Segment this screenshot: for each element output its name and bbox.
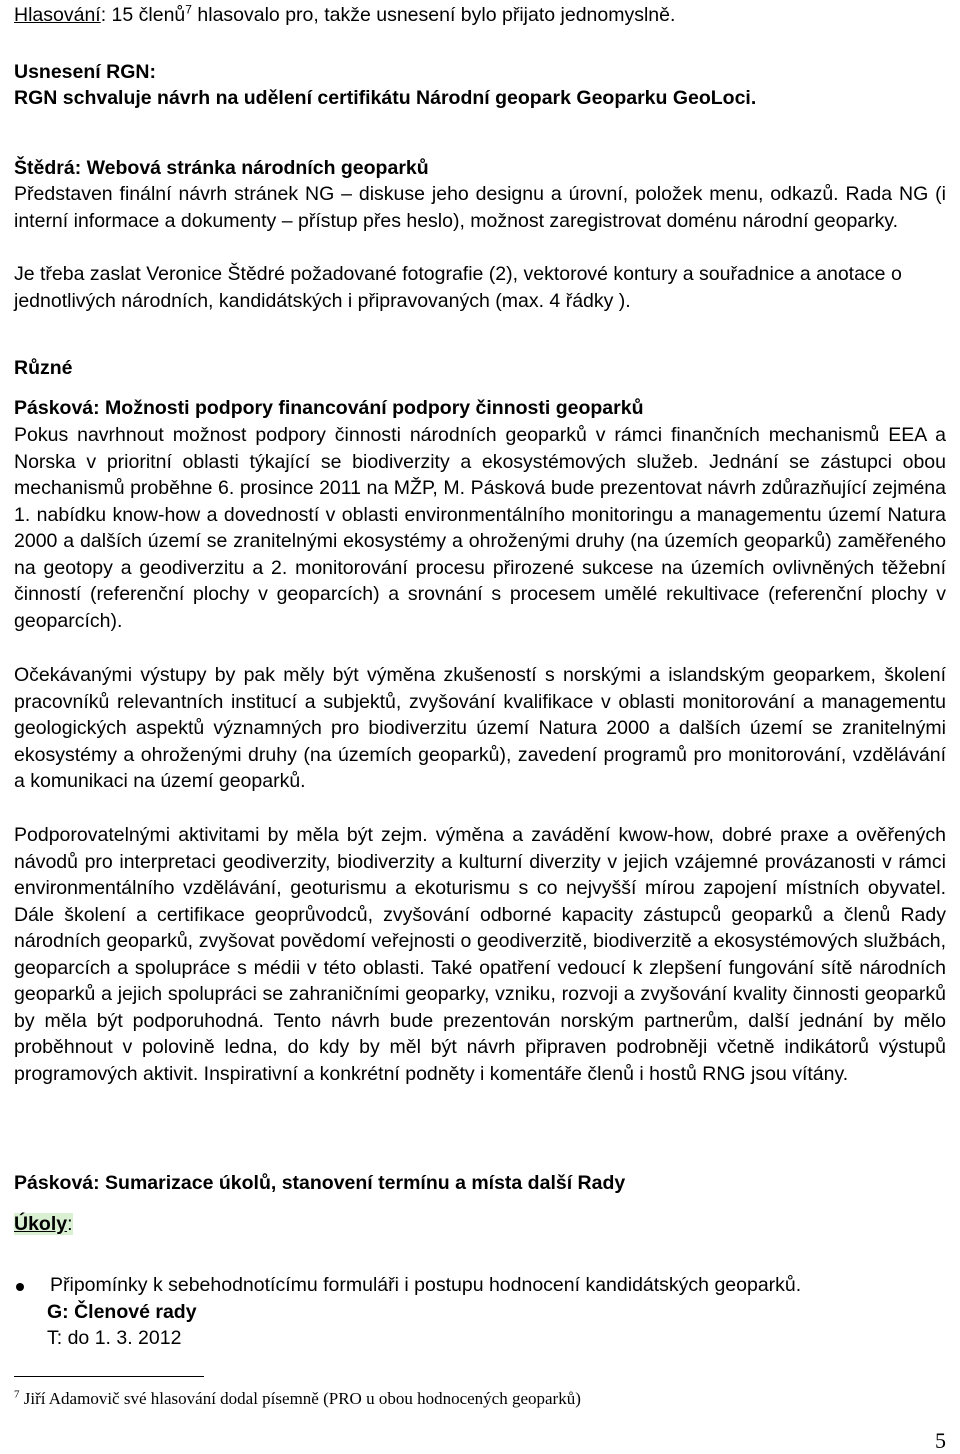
- web-paragraph-1: Představen finální návrh stránek NG – diskuse jeho designu a úrovní, položek menu, odkazů. Rada NG (i interní informace a dokumenty – přístup přes heslo), možnost zaregistrovat doménu národní geoparky.: [14, 183, 946, 232]
- vote-label: Hlasování: [14, 4, 101, 26]
- resolution-text: RGN schvaluje návrh na udělení certifikátu Národní geopark Geoparku GeoLoci.: [14, 87, 757, 109]
- resolution-label: Usnesení RGN:: [14, 61, 156, 83]
- misc-heading: Různé: [14, 357, 73, 379]
- footnote-text: Jiří Adamovič své hlasování dodal písemně (PRO u obou hodnocených geoparků): [19, 1389, 581, 1408]
- task-responsible: G: Členové rady: [47, 1300, 197, 1323]
- vote-rest: hlasovalo pro, takže usnesení bylo přijato jednomyslně.: [191, 4, 676, 26]
- tasks-label: Úkoly: [14, 1213, 68, 1235]
- misc-paragraph-2: Očekávanými výstupy by pak měly být výměna zkušeností s norskými a islandským geoparkem, školení pracovníků relevantních institucí a subjektů, zvyšování kvalifikace v oblasti monitorování a managementu geologických aspektů významných pro biodiverzitu území Natura 2000 a dalších území se zranitelnými ekosystémy a ohroženými druhy (na územích geoparků), zavedení programů pro monitorování, vzdělávání a komunikaci na území geoparků.: [14, 664, 946, 792]
- web-paragraph-2: Je třeba zaslat Veronice Štědré požadované fotografie (2), vektorové kontury a souřadnice a anotace o jednotlivých národních, kandidátských i připravovaných (max. 4 řádky ).: [14, 263, 902, 312]
- footnote: [14, 1388, 581, 1410]
- summary-heading: Pásková: Sumarizace úkolů, stanovení termínu a místa další Rady: [14, 1172, 626, 1194]
- tasks-colon: :: [67, 1213, 73, 1235]
- tasks-line: [14, 1211, 946, 1238]
- bullet-icon: [16, 1283, 24, 1291]
- footnote-separator: [14, 1376, 204, 1377]
- footnote-ref[interactable]: 7: [185, 2, 192, 17]
- page-number: 5: [935, 1428, 946, 1453]
- misc-paragraph-1: Pokus navrhnout možnost podpory činnosti národních geoparků v rámci finančních mechanismů EEA a Norska v prioritní oblasti týkající se biodiverzity a ekosystémových služeb. Jednání se zástupci obou mechanismů proběhne 6. prosince 2011 na MŽP, M. Pásková bude prezentovat návrh zdůrazňující zejména 1. nabídku know-how a dovedností v oblasti environmentálního monitoringu a managementu území Natura 2000 a dalších území se zranitelnými ekosystémy a ohroženými druhy (na územích geoparků) zaměřeného na geotopy a geodiverzitu a 2. monitorování procesu přirozené sukcese na územích ovlivněných těžební činností (referenční plochy v geoparcích) a srovnání s procesem umělé rekultivace (referenční plochy v geoparcích).: [14, 424, 946, 632]
- vote-line: [14, 2, 946, 29]
- vote-count: : 15 členů: [100, 4, 186, 26]
- misc-paragraph-3: Podporovatelnými aktivitami by měla být zejm. výměna a zavádění kwow-how, dobré praxe a ověřených návodů pro interpretaci geodiverzity, biodiverzity a kulturní diverzity v jejich vzájemné provázanosti v rámci environmentálního vzdělávání, geoturismu a ekoturismu s co nejvyšší mírou zapojení místních obyvatel. Dále školení a certifikace geoprůvodců, zvyšování odborné kapacity zástupců geoparků a členů Rady národních geoparků, zvyšovat povědomí veřejnosti o geodiverzitě, biodiverzitě a ekosystémových službách, geoparcích a spolupráce s médii v této oblasti. Také opatření vedoucí k zlepšení fungování sítě národních geoparků a jejich spolupráci se zahraničními geoparky, vzniku, rozvoji a zvyšování kvality činnosti geoparků by měla být podporuhodná. Tento návrh bude prezentován norským partnerům, další jednání by mělo proběhnout v polovině ledna, do kdy by měl být návrh připraven podrobněji včetně indikátorů výstupů programových aktivit. Inspirativní a konkrétní podněty i komentáře členů i hostů RNG jsou vítány.: [14, 824, 946, 1085]
- footnote-marker: 7: [14, 1388, 20, 1401]
- web-heading: Štědrá: Webová stránka národních geoparků: [14, 157, 429, 179]
- task-item: [14, 1272, 946, 1352]
- misc-subheading: Pásková: Možnosti podpory financování podpory činnosti geoparků: [14, 397, 644, 419]
- task-text: Připomínky k sebehodnotícímu formuláři i postupu hodnocení kandidátských geoparků.: [50, 1274, 802, 1296]
- task-deadline: T: do 1. 3. 2012: [47, 1327, 182, 1349]
